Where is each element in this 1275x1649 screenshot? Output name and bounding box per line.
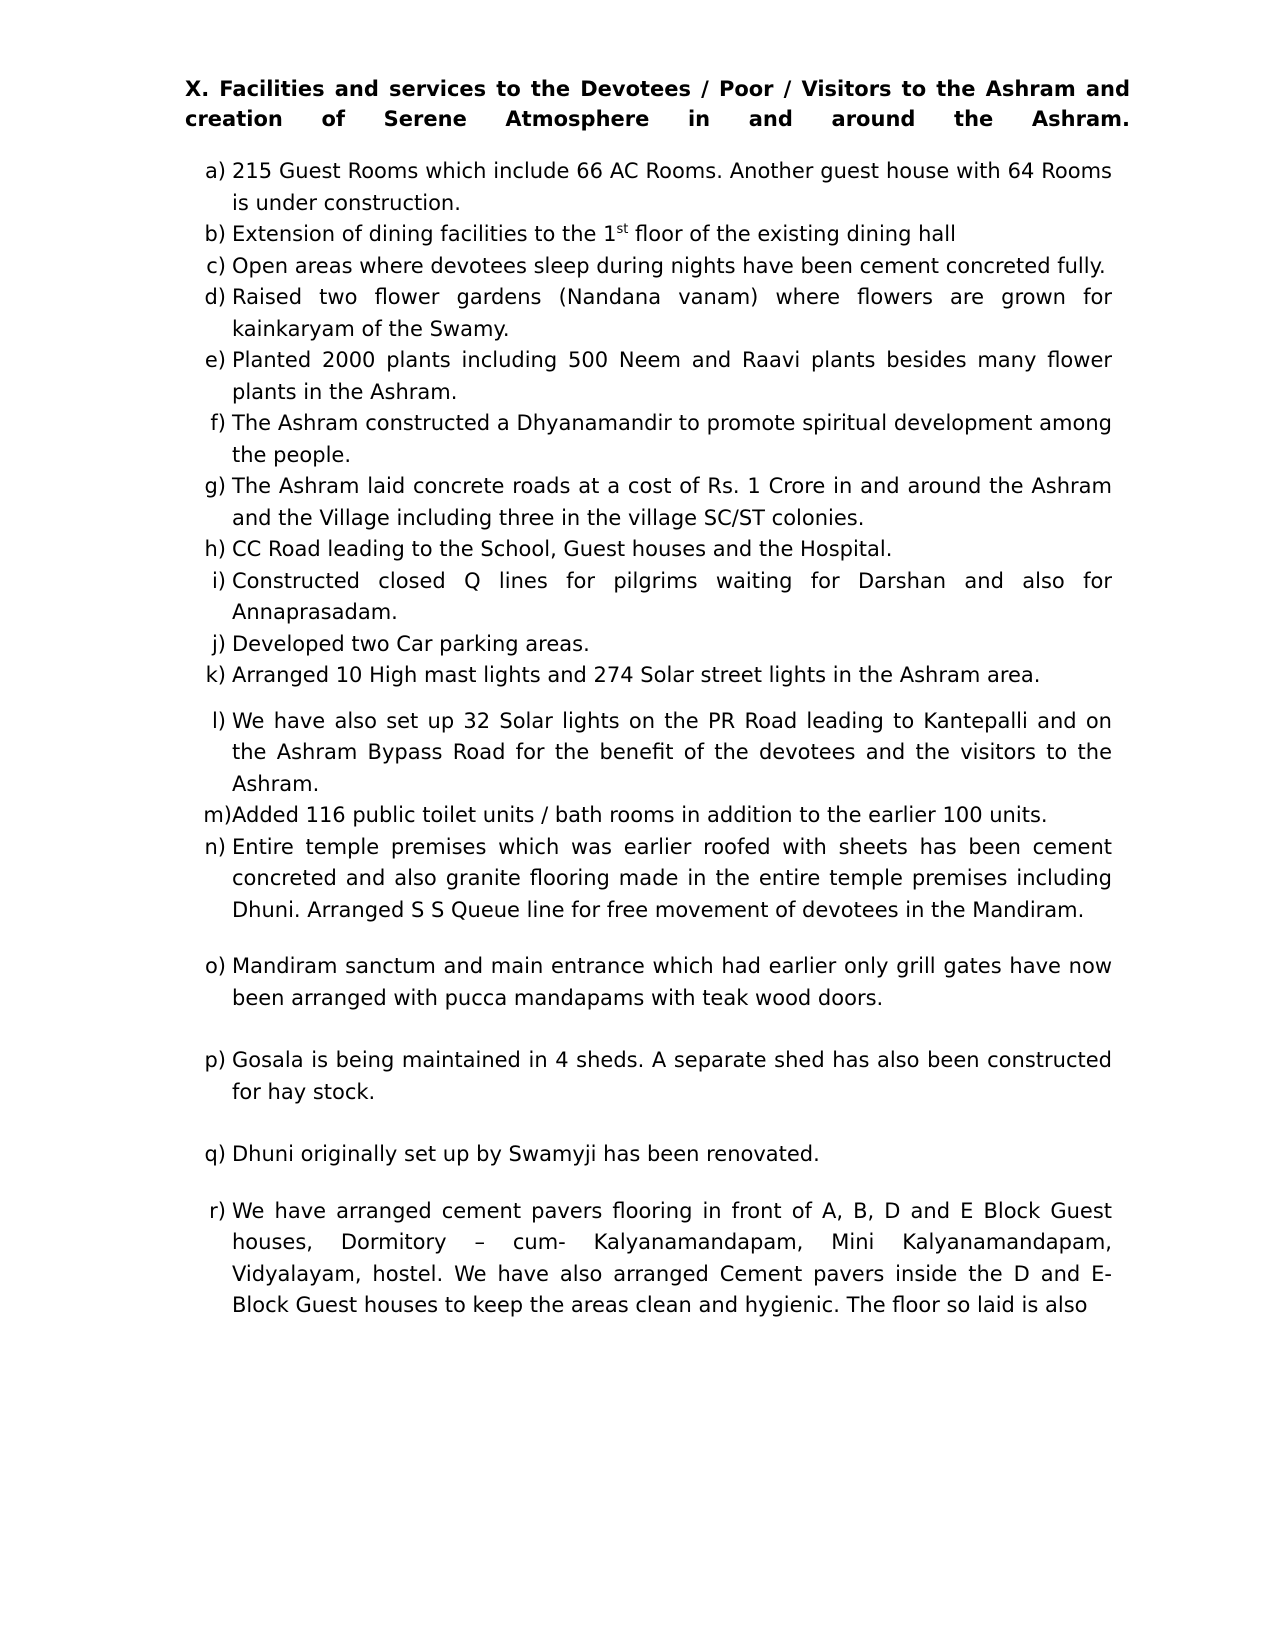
list-item-q xyxy=(185,1139,1112,1171)
list-item-i xyxy=(185,566,1112,629)
list-item-a xyxy=(185,156,1112,219)
list-marker: l) xyxy=(211,708,226,733)
list-marker: b) xyxy=(204,222,226,246)
list-marker: e) xyxy=(204,348,226,372)
list-marker: j) xyxy=(211,631,226,656)
list-item-text: Developed two Car parking areas. xyxy=(232,631,590,656)
list-item-l xyxy=(185,706,1112,801)
list-item-k xyxy=(185,660,1112,692)
list-item-text: The Ashram laid concrete roads at a cost of Rs. 1 Crore in and around the Ashram and the Village including three in the village SC/ST colonies. xyxy=(232,474,1112,530)
list-item-text: Constructed closed Q lines for pilgrims waiting for Darshan and also for Annaprasadam. xyxy=(232,568,1112,624)
list-item-text: Dhuni originally set up by Swamyji has been renovated. xyxy=(232,1142,820,1166)
list-marker: o) xyxy=(204,954,226,978)
text-after-superscript: floor of the existing dining hall xyxy=(628,222,956,246)
list-marker: h) xyxy=(204,537,226,561)
section-heading: X. Facilities and services to the Devotees / Poor / Visitors to the Ashram and creation of Serene Atmosphere in and around the Ashram. xyxy=(185,77,1130,131)
list-item-e xyxy=(185,345,1112,408)
text-before-superscript: Extension of dining facilities to the 1 xyxy=(232,222,617,246)
list-item-text: Gosala is being maintained in 4 sheds. A separate shed has also been constructed for hay stock. xyxy=(232,1048,1112,1104)
list-item-text: CC Road leading to the School, Guest houses and the Hospital. xyxy=(232,537,893,561)
list-marker: n) xyxy=(204,834,226,859)
list-item-r xyxy=(185,1196,1112,1322)
list-item-text: We have also set up 32 Solar lights on the PR Road leading to Kantepalli and on the Ashram Bypass Road for the benefit of the devotees and the visitors to the Ashram. xyxy=(232,708,1112,796)
list-item-text xyxy=(232,222,956,246)
list-item-p xyxy=(185,1045,1112,1108)
list-item-o xyxy=(185,951,1112,1014)
list-item-g xyxy=(185,471,1112,534)
list-marker: g) xyxy=(204,474,226,498)
ordinal-superscript: st xyxy=(616,222,629,237)
list-item-c xyxy=(185,251,1112,283)
list-item-m xyxy=(185,800,1112,832)
list-item-f xyxy=(185,408,1112,471)
list-item-text: Added 116 public toilet units / bath rooms in addition to the earlier 100 units. xyxy=(232,803,1048,827)
list-item-text: Open areas where devotees sleep during nights have been cement concreted fully. xyxy=(232,253,1106,278)
list-marker: i) xyxy=(211,568,226,593)
list-item-d xyxy=(185,282,1112,345)
list-marker: p) xyxy=(204,1048,226,1072)
list-item-text: Entire temple premises which was earlier roofed with sheets has been cement concreted and also granite flooring made in the entire temple premises including Dhuni. Arranged S S Queue line for free movement of devotees in the Mandiram. xyxy=(232,834,1112,922)
list-marker: f) xyxy=(210,411,226,435)
list-item-n xyxy=(185,832,1112,927)
list-item-text: The Ashram constructed a Dhyanamandir to promote spiritual development among the people. xyxy=(232,411,1112,467)
list-marker: a) xyxy=(204,159,226,183)
list-item-text: Mandiram sanctum and main entrance which had earlier only grill gates have now been arranged with pucca mandapams with teak wood doors. xyxy=(232,954,1112,1010)
list-marker: k) xyxy=(205,663,226,687)
list-item-b xyxy=(185,219,1112,251)
list-item-j xyxy=(185,629,1112,661)
list-marker: r) xyxy=(209,1198,226,1223)
list-marker: c) xyxy=(206,253,226,278)
list-item-text: 215 Guest Rooms which include 66 AC Rooms. Another guest house with 64 Rooms is under construction. xyxy=(232,159,1112,215)
list-item-text: Arranged 10 High mast lights and 274 Solar street lights in the Ashram area. xyxy=(232,663,1041,687)
list-marker: q) xyxy=(204,1142,226,1166)
items-list xyxy=(185,156,1130,1322)
list-item-text: Raised two flower gardens (Nandana vanam) where flowers are grown for kainkaryam of the Swamy. xyxy=(232,285,1112,341)
list-item-h xyxy=(185,534,1112,566)
list-marker: m) xyxy=(203,803,232,827)
list-item-text: We have arranged cement pavers flooring in front of A, B, D and E Block Guest houses, Dormitory – cum- Kalyanamandapam, Mini Kalyanamandapam, Vidyalayam, hostel. We have also arranged Cement pavers inside the D and E- Block Guest houses to keep the areas clean and hygienic. The floor so laid is also xyxy=(232,1198,1112,1317)
list-item-text: Planted 2000 plants including 500 Neem and Raavi plants besides many flower plants in the Ashram. xyxy=(232,348,1112,404)
list-marker: d) xyxy=(204,285,226,309)
